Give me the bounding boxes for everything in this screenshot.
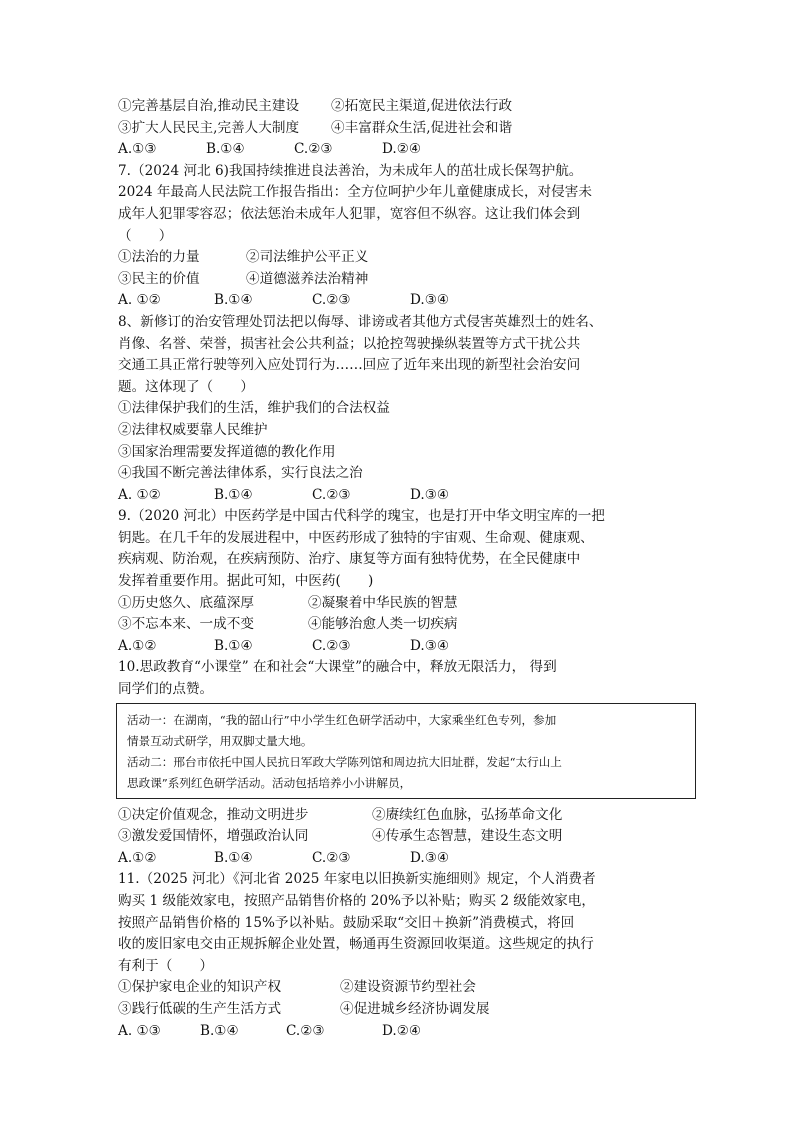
q11-statement-1: ①保护家电企业的知识产权: [118, 979, 282, 996]
q8-option-d[interactable]: D.③④: [410, 486, 450, 503]
q11-statement-4: ④促进城乡经济协调发展: [340, 1000, 490, 1017]
q10-option-d[interactable]: D.③④: [410, 849, 450, 866]
q11-statements-row-2: [118, 999, 678, 1021]
q8-stem-line: 交通工具正常行驶等列入应处罚行为……回应了近年来出现的新型社会治安问: [118, 357, 581, 374]
q7-stem-line: 7.（2024 河北 6)我国持续推进良法善治，为未成年人的茁壮成长保驾护航。: [118, 162, 583, 179]
q11-statements-row-1: [118, 977, 678, 999]
q6-statement-4: ④丰富群众生活,促进社会和谐: [331, 119, 513, 136]
q9-stem-line: 发挥着重要作用。据此可知，中医药( ): [118, 573, 374, 590]
q10-options: [118, 848, 678, 870]
q10-material-line: 情景互动式研学，用双脚丈量大地。: [127, 733, 313, 748]
q9-statements-row-1: [118, 593, 678, 615]
q10-stem-line: 10.思政教育“小课堂” 在和社会“大课堂”的融合中，释放无限活力， 得到: [118, 659, 557, 676]
q10-option-a[interactable]: A.①②: [118, 849, 157, 866]
q9-statement-2: ②凝聚着中华民族的智慧: [308, 594, 458, 611]
q7-answer-blank: （ ）: [118, 227, 173, 244]
q10-option-c[interactable]: C.②③: [312, 849, 351, 866]
q9-statement-3: ③不忘本来、一成不变: [118, 616, 254, 633]
q8-option-c[interactable]: C.②③: [312, 486, 351, 503]
q7-options: [118, 290, 678, 312]
q8-statement-1: ①法律保护我们的生活，维护我们的合法权益: [118, 400, 390, 417]
q7-statements-row-2: [118, 269, 678, 291]
q9-statement-1: ①历史悠久、底蕴深厚: [118, 594, 254, 611]
q7-option-d[interactable]: D.③④: [410, 292, 450, 309]
q8-option-a[interactable]: A. ①②: [118, 486, 161, 503]
q6-statement-1: ①完善基层自治,推动民主建设: [118, 98, 300, 114]
q6-statement-3: ③扩大人民民主,完善人大制度: [118, 119, 300, 136]
q7-option-a[interactable]: A. ①②: [118, 292, 161, 309]
q7-statement-2: ②司法维护公平正义: [246, 249, 369, 266]
q6-statements-row-2: [118, 118, 678, 140]
q8-stem-line: 题。这体现了（ ）: [118, 378, 254, 395]
q10-stem-line: 同学们的点赞。: [118, 681, 214, 698]
q9-option-c[interactable]: C.②③: [312, 637, 351, 654]
q7-statement-1: ①法治的力量: [118, 249, 200, 266]
q10-material-line: 活动二：邢台市依托中国人民抗日军政大学陈列馆和周边抗大旧址群，发起“太行山上: [127, 754, 562, 769]
q11-stem-line: 按照产品销售价格的 15%予以补贴。鼓励采取“交旧＋换新”消费模式，将回: [118, 914, 575, 931]
q10-material-line: 活动一：在湖南，“我的韶山行”中小学生红色研学活动中，大家乘坐红色专列，参加: [127, 712, 557, 727]
q11-stem-line: 有利于（ ）: [118, 957, 214, 974]
worksheet-page: [118, 96, 678, 1042]
q8-statement-4: ④我国不断完善法律体系，实行良法之治: [118, 465, 363, 482]
q11-options: [118, 1021, 678, 1043]
q11-option-c[interactable]: C.②③: [286, 1022, 325, 1039]
q7-statement-3: ③民主的价值: [118, 270, 200, 287]
q10-statement-1: ①决定价值观念，推动文明进步: [118, 806, 309, 823]
q9-options: [118, 636, 678, 658]
q8-stem-line: 8、新修订的治安管理处罚法把以侮辱、诽谤或者其他方式侵害英雄烈士的姓名、: [118, 313, 603, 330]
q11-option-b[interactable]: B.①④: [200, 1022, 239, 1039]
q8-statement-3: ③国家治理需要发挥道德的教化作用: [118, 443, 336, 460]
q10-option-b[interactable]: B.①④: [214, 849, 253, 866]
q9-option-a[interactable]: A.①②: [118, 637, 157, 654]
q9-statement-4: ④能够治愈人类一切疾病: [308, 616, 458, 633]
q6-option-c[interactable]: C.②③: [294, 141, 333, 158]
q6-options: [118, 139, 678, 161]
q11-option-a[interactable]: A. ①③: [118, 1022, 161, 1039]
q9-statements-row-2: [118, 614, 678, 636]
q9-stem-line: 疾病观、防治观，在疾病预防、治疗、康复等方面有独特优势，在全民健康中: [118, 551, 581, 568]
q10-material-box: [116, 703, 696, 799]
q6-statements-row-1: [118, 96, 678, 118]
q7-option-c[interactable]: C.②③: [312, 292, 351, 309]
q11-statement-3: ③践行低碳的生产生活方式: [118, 1000, 282, 1017]
q11-stem-line: 11.（2025 河北）《河北省 2025 年家电以旧换新实施细则》规定，个人消费者: [118, 871, 596, 888]
q11-stem-line: 收的废旧家电交由正规拆解企业处置，畅通再生资源回收渠道。这些规定的执行: [118, 936, 594, 953]
q6-option-b[interactable]: B.①④: [206, 141, 245, 158]
q10-statement-2: ②赓续红色血脉，弘扬革命文化: [372, 806, 563, 823]
q7-statements-row-1: [118, 247, 678, 269]
q7-option-b[interactable]: B.①④: [214, 292, 253, 309]
q6-statement-2: ②拓宽民主渠道,促进依法行政: [331, 98, 513, 114]
q11-option-d[interactable]: D.②④: [382, 1022, 422, 1039]
q10-statements-row-2: [118, 826, 678, 848]
q8-option-b[interactable]: B.①④: [214, 486, 253, 503]
q9-option-d[interactable]: D.③④: [410, 637, 450, 654]
q10-statements-row-1: [118, 805, 678, 827]
q8-stem-line: 肖像、名誉、荣誉，损害社会公共利益；以抢控驾驶操纵装置等方式干扰公共: [118, 335, 581, 352]
q9-stem-line: 钥匙。在几千年的发展进程中，中医药形成了独特的宇宙观、生命观、健康观、: [118, 529, 594, 546]
q10-statement-3: ③激发爱国情怀，增强政治认同: [118, 828, 309, 845]
q6-option-d[interactable]: D.②④: [382, 141, 422, 158]
q6-option-a[interactable]: A.①③: [118, 141, 157, 158]
q7-stem-line: 成年人犯罪零容忍；依法惩治未成年人犯罪，宽容但不纵容。这让我们体会到: [118, 205, 581, 222]
q8-options: [118, 485, 678, 507]
q9-option-b[interactable]: B.①④: [214, 637, 253, 654]
q9-stem-line: 9.（2020 河北）中医药学是中国古代科学的瑰宝，也是打开中华文明宝库的一把: [118, 508, 605, 525]
q11-stem-line: 购买 1 级能效家电，按照产品销售价格的 20%予以补贴；购买 2 级能效家电，: [118, 893, 595, 909]
q10-material-line: 思政课”系列红色研学活动。活动包括培养小小讲解员，: [127, 775, 412, 790]
q10-statement-4: ④传承生态智慧，建设生态文明: [372, 828, 563, 845]
q11-statement-2: ②建设资源节约型社会: [340, 979, 476, 996]
q7-statement-4: ④道德滋养法治精神: [246, 270, 369, 287]
q7-stem-line: 2024 年最高人民法院工作报告指出：全方位呵护少年儿童健康成长，对侵害未: [118, 184, 592, 201]
q8-statement-2: ②法律权威要靠人民维护: [118, 421, 268, 438]
